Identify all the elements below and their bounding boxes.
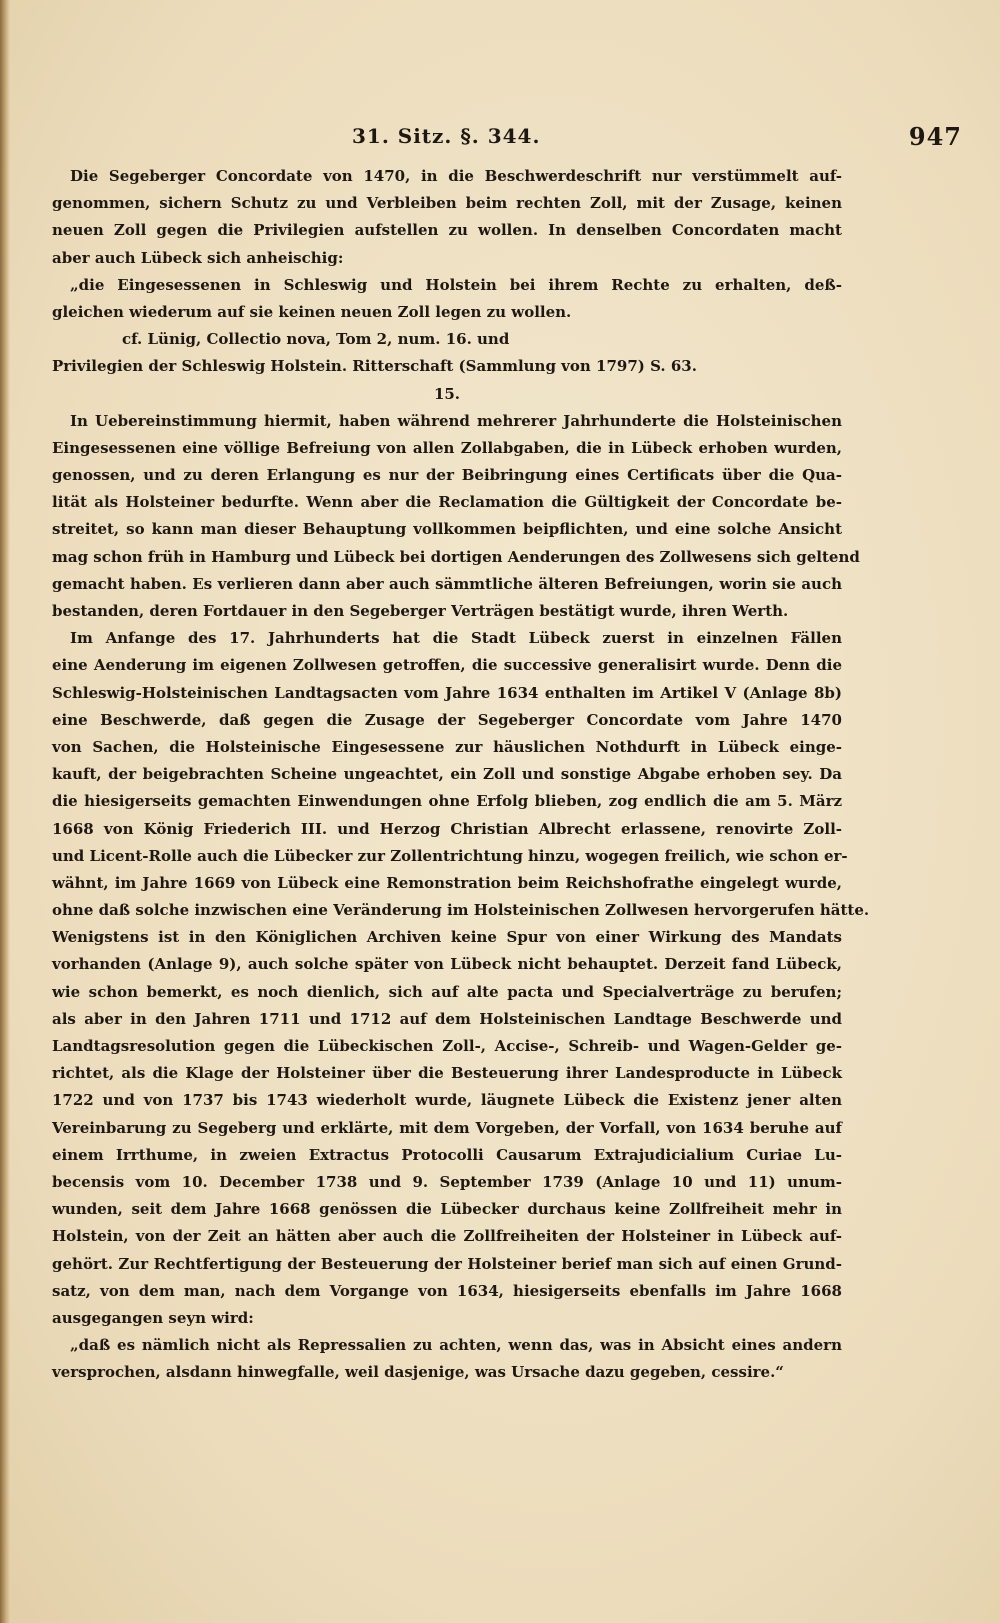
text-line: als aber in den Jahren 1711 und 1712 auf dem Holsteinischen Landtage Beschwerde und xyxy=(52,1009,842,1028)
text-line: becensis vom 10. December 1738 und 9. September 1739 (Anlage 10 und 11) unum- xyxy=(52,1172,842,1191)
text-line: Landtagsresolution gegen die Lübeckischen Zoll-, Accise-, Schreib- und Wagen-Gelder ge- xyxy=(52,1037,842,1055)
text-line: bestanden, deren Fortdauer in den Segeberger Verträgen bestätigt wurde, ihren Werth. xyxy=(52,602,789,620)
citation-line: Privilegien der Schleswig Holstein. Ritterschaft (Sammlung von 1797) S. 63. xyxy=(52,357,697,376)
text-line: wie schon bemerkt, es noch dienlich, sich auf alte pacta und Specialverträge zu berufen; xyxy=(52,982,842,1001)
page-header xyxy=(52,120,962,151)
text-line: In Uebereinstimmung hiermit, haben während mehrerer Jahrhunderte die Holsteinischen xyxy=(70,411,842,430)
text-line: vorhanden (Anlage 9), auch solche später von Lübeck nicht behauptet. Derzeit fand Lübeck, xyxy=(52,955,842,974)
text-line: genossen, und zu deren Erlangung es nur der Beibringung eines Certificats über die Qua- xyxy=(52,466,842,485)
text-line: wunden, seit dem Jahre 1668 genössen die Lübecker durchaus keine Zollfreiheit mehr in xyxy=(52,1200,842,1219)
text-line: Holstein, von der Zeit an hätten aber auch die Zollfreiheiten der Holsteiner in Lübeck auf- xyxy=(52,1227,842,1246)
text-line: Eingesessenen eine völlige Befreiung von allen Zollabgaben, die in Lübeck erhoben wurden, xyxy=(52,438,842,457)
text-line: wähnt, im Jahre 1669 von Lübeck eine Remonstration beim Reichshofrathe eingelegt wurde, xyxy=(52,873,842,892)
text-line: 1668 von König Friederich III. und Herzog Christian Albrecht erlassene, renovirte Zoll- xyxy=(52,819,842,838)
text-line: genommen, sichern Schutz zu und Verbleiben beim rechten Zoll, mit der Zusage, keinen xyxy=(52,194,842,213)
text-line: Wenigstens ist in den Königlichen Archiven keine Spur von einer Wirkung des Mandats xyxy=(52,928,842,947)
text-line: eine Beschwerde, daß gegen die Zusage der Segeberger Concordate vom Jahre 1470 xyxy=(52,710,842,729)
text-line: einem Irrthume, in zweien Extractus Protocolli Causarum Extrajudicialium Curiae Lu- xyxy=(52,1145,842,1164)
text-line: Die Segeberger Concordate von 1470, in die Beschwerdeschrift nur verstümmelt auf- xyxy=(70,167,842,185)
text-line: und Licent-Rolle auch die Lübecker zur Zollentrichtung hinzu, wogegen freilich, wie schon er- xyxy=(52,846,848,865)
text-line: kauft, der beigebrachten Scheine ungeachtet, ein Zoll und sonstige Abgabe erhoben sey. Da xyxy=(52,765,842,784)
section-number: 15. xyxy=(433,384,461,403)
text-line: richtet, als die Klage der Holsteiner über die Besteuerung ihrer Landesproducte in Lübeck xyxy=(52,1064,842,1083)
running-head: 31. Sitz. §. 344. xyxy=(352,124,541,148)
page-number: 947 xyxy=(908,122,962,151)
text-line: eine Aenderung im eigenen Zollwesen getroffen, die successive generalisirt wurde. Denn die xyxy=(52,656,842,675)
text-line: neuen Zoll gegen die Privilegien aufstellen zu wollen. In denselben Concordaten macht xyxy=(52,221,842,240)
text-line: satz, von dem man, nach dem Vorgange von 1634, hiesigerseits ebenfalls im Jahre 1668 xyxy=(52,1281,842,1300)
text-line: gehört. Zur Rechtfertigung der Besteuerung der Holsteiner berief man sich auf einen Grund- xyxy=(52,1254,842,1273)
text-line: Vereinbarung zu Segeberg und erklärte, mit dem Vorgeben, der Vorfall, von 1634 beruhe auf xyxy=(52,1118,842,1137)
quote-line: „daß es nämlich nicht als Repressalien zu achten, wenn das, was in Absicht eines andern xyxy=(70,1336,842,1355)
text-line: lität als Holsteiner bedurfte. Wenn aber die Reclamation die Gültigkeit der Concordate be- xyxy=(52,493,842,512)
text-line: mag schon früh in Hamburg und Lübeck bei dortigen Aenderungen des Zollwesens sich geltend xyxy=(52,547,860,566)
text-line: 1722 und von 1737 bis 1743 wiederholt wurde, läugnete Lübeck die Existenz jener alten xyxy=(52,1091,842,1110)
text-line: ohne daß solche inzwischen eine Veränderung im Holsteinischen Zollwesen hervorgerufen hätte. xyxy=(52,901,870,920)
text-line: aber auch Lübeck sich anheischig: xyxy=(52,248,344,267)
text-line: Im Anfange des 17. Jahrhunderts hat die Stadt Lübeck zuerst in einzelnen Fällen xyxy=(70,629,842,648)
quote-line: gleichen wiederum auf sie keinen neuen Zoll legen zu wollen. xyxy=(52,302,572,321)
text-line: von Sachen, die Holsteinische Eingesessene zur häuslichen Nothdurft in Lübeck einge- xyxy=(52,737,842,756)
quote-line: „die Eingesessenen in Schleswig und Holstein bei ihrem Rechte zu erhalten, deß- xyxy=(70,275,842,294)
body-text xyxy=(52,163,870,1386)
book-gutter-shadow xyxy=(0,0,10,1623)
text-line: Schleswig-Holsteinischen Landtagsacten vom Jahre 1634 enthalten im Artikel V (Anlage 8b) xyxy=(52,683,842,702)
quote-line: versprochen, alsdann hinwegfalle, weil dasjenige, was Ursache dazu gegeben, cessire.“ xyxy=(52,1363,784,1382)
text-line: streitet, so kann man dieser Behauptung vollkommen beipflichten, und eine solche Ansicht xyxy=(52,520,842,539)
text-line: die hiesigerseits gemachten Einwendungen ohne Erfolg blieben, zog endlich die am 5. März xyxy=(52,792,842,811)
citation-line: cf. Lünig, Collectio nova, Tom 2, num. 16. und xyxy=(122,330,510,349)
text-line: ausgegangen seyn wird: xyxy=(52,1308,254,1327)
text-line: gemacht haben. Es verlieren dann aber auch sämmtliche älteren Befreiungen, worin sie auch xyxy=(52,574,842,593)
